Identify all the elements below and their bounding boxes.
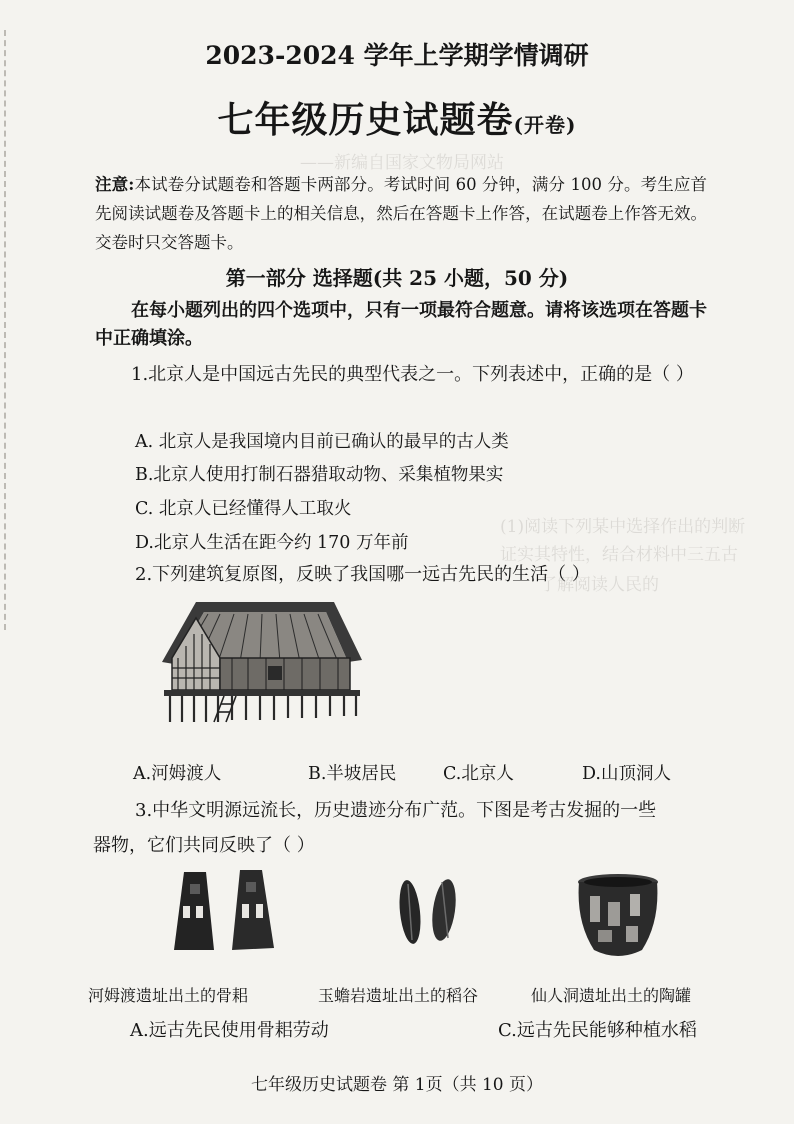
part-instruction: 在每小题列出的四个选项中，只有一项最符合题意。请将该选项在答题卡中正确填涂。: [95, 300, 707, 349]
question-3-stem-line2: 器物，它们共同反映了（ ）: [93, 835, 315, 856]
exam-notice: 注意:本试卷分试题卷和答题卡两部分。考试时间 60 分钟，满分 100 分。考生应首先阅读试题卷及答题卡上的相关信息，然后在答题卡上作答，在试题卷上作答无效。交卷时只交答题卡。: [95, 175, 708, 252]
question-3-stem-line1: 3.中华文明源远流长，历史遗迹分布广范。下图是考古发掘的一些: [135, 800, 657, 821]
question-2-option-a: A.河姆渡人: [133, 764, 222, 784]
bleed-text: 证实其特性，结合材料中三五古: [500, 545, 738, 565]
question-2-option-c: C.北京人: [443, 764, 514, 784]
pottery-jar-image: [576, 872, 660, 960]
bleed-text: ——新编自国家文物局网站: [300, 153, 504, 173]
bone-spade-image: [170, 866, 280, 956]
part-title: 第一部分 选择题(共 25 小题，50 分): [225, 266, 569, 290]
question-1-option-d: D.北京人生活在距今约 170 万年前: [135, 533, 409, 553]
question-2-stem: 2.下列建筑复原图，反映了我国哪一远古先民的生活（ ）: [135, 564, 590, 585]
question-1-option-a: A. 北京人是我国境内目前已确认的最早的古人类: [135, 432, 509, 452]
rice-grain-image: [392, 872, 464, 952]
stilt-house-illustration: [158, 598, 370, 723]
question-1-option-c: C. 北京人已经懂得人工取火: [135, 499, 352, 519]
exam-title: 七年级历史试题卷(开卷): [217, 99, 577, 141]
bleed-text: (1)阅读下列某中选择作出的判断: [500, 517, 746, 537]
question-3-option-c: C.远古先民能够种植水稻: [498, 1020, 697, 1041]
question-3-option-a: A.远古先民使用骨耜劳动: [130, 1020, 329, 1041]
bleed-text: 了解阅读人民的: [540, 575, 659, 595]
question-2-option-d: D.山顶洞人: [582, 764, 671, 784]
question-2-option-b: B.半坡居民: [308, 764, 397, 784]
exam-subtitle: 2023-2024 学年上学期学情调研: [205, 41, 589, 70]
question-1-option-b: B.北京人使用打制石器猎取动物、采集植物果实: [135, 465, 504, 485]
page-footer: 七年级历史试题卷 第 1页（共 10 页）: [250, 1075, 544, 1095]
caption-rice-grain: 玉蟾岩遗址出土的稻谷: [318, 986, 479, 1005]
caption-pottery-jar: 仙人洞遗址出土的陶罐: [531, 986, 692, 1005]
caption-bone-spade: 河姆渡遗址出土的骨耜: [88, 986, 249, 1005]
question-1-stem: 1.北京人是中国远古先民的典型代表之一。下列表述中，正确的是（ ）: [131, 364, 694, 385]
